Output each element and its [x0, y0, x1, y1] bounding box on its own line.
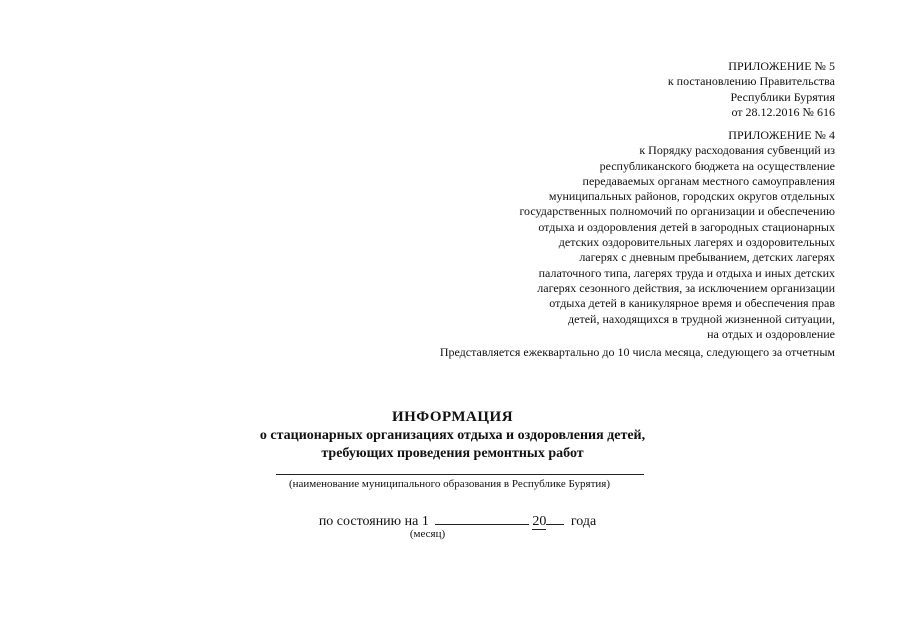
appendix-4-line: отдыха детей в каникулярное время и обеспечения прав: [549, 296, 835, 311]
appendix-4-header: [519, 128, 835, 342]
document-subtitle: [0, 427, 905, 463]
appendix-4-line: лагерях сезонного действия, за исключением организации: [537, 280, 835, 295]
subtitle-line-1: о стационарных организациях отдыха и оздоровления детей,: [259, 428, 646, 443]
appendix-4-line: к Порядку расходования субвенций из: [639, 143, 835, 158]
appendix-4-line: детских оздоровительных лагерях и оздоровительных: [558, 235, 835, 250]
appendix-4-line: передаваемых органам местного самоуправления: [582, 173, 835, 188]
appendix-4-line: палаточного типа, лагерях труда и отдыха и иных детских: [538, 265, 835, 280]
appendix-4-line: республиканского бюджета на осуществление: [599, 158, 835, 173]
month-blank: [435, 510, 529, 525]
appendix-5-line: ПРИЛОЖЕНИЕ № 5: [728, 59, 835, 73]
month-caption: (месяц): [409, 528, 446, 540]
subtitle-line-2: требующих проведения ремонтных работ: [321, 446, 584, 461]
appendix-4-line: ПРИЛОЖЕНИЕ № 4: [728, 128, 835, 142]
appendix-5-line: Республики Бурятия: [730, 89, 835, 104]
appendix-4-line: государственных полномочий по организации и обеспечению: [519, 204, 835, 219]
municipality-blank-line: [276, 474, 644, 475]
appendix-4-line: лагерях с дневным пребыванием, детских лагерях: [579, 250, 835, 265]
appendix-4-line: муниципальных районов, городских округов отдельных: [548, 189, 835, 204]
appendix-5-header: [668, 59, 835, 120]
appendix-4-line: отдыха и оздоровления детей в загородных стационарных: [538, 219, 835, 234]
year-prefix: 20: [532, 514, 547, 529]
municipality-caption: (наименование муниципального образования в Республике Бурятия): [288, 478, 611, 490]
submission-note: Представляется ежеквартально до 10 числа месяца, следующего за отчетным: [439, 345, 835, 359]
as-of-suffix: года: [570, 514, 597, 529]
appendix-4-line: на отдых и оздоровление: [707, 326, 835, 341]
appendix-5-line: к постановлению Правительства: [667, 74, 835, 89]
document-title: ИНФОРМАЦИЯ: [391, 409, 514, 425]
appendix-4-line: детей, находящихся в трудной жизненной ситуации,: [568, 311, 835, 326]
as-of-prefix: по состоянию на 1: [318, 514, 429, 529]
year-blank: [546, 510, 564, 525]
appendix-5-line: от 28.12.2016 № 616: [731, 104, 835, 119]
